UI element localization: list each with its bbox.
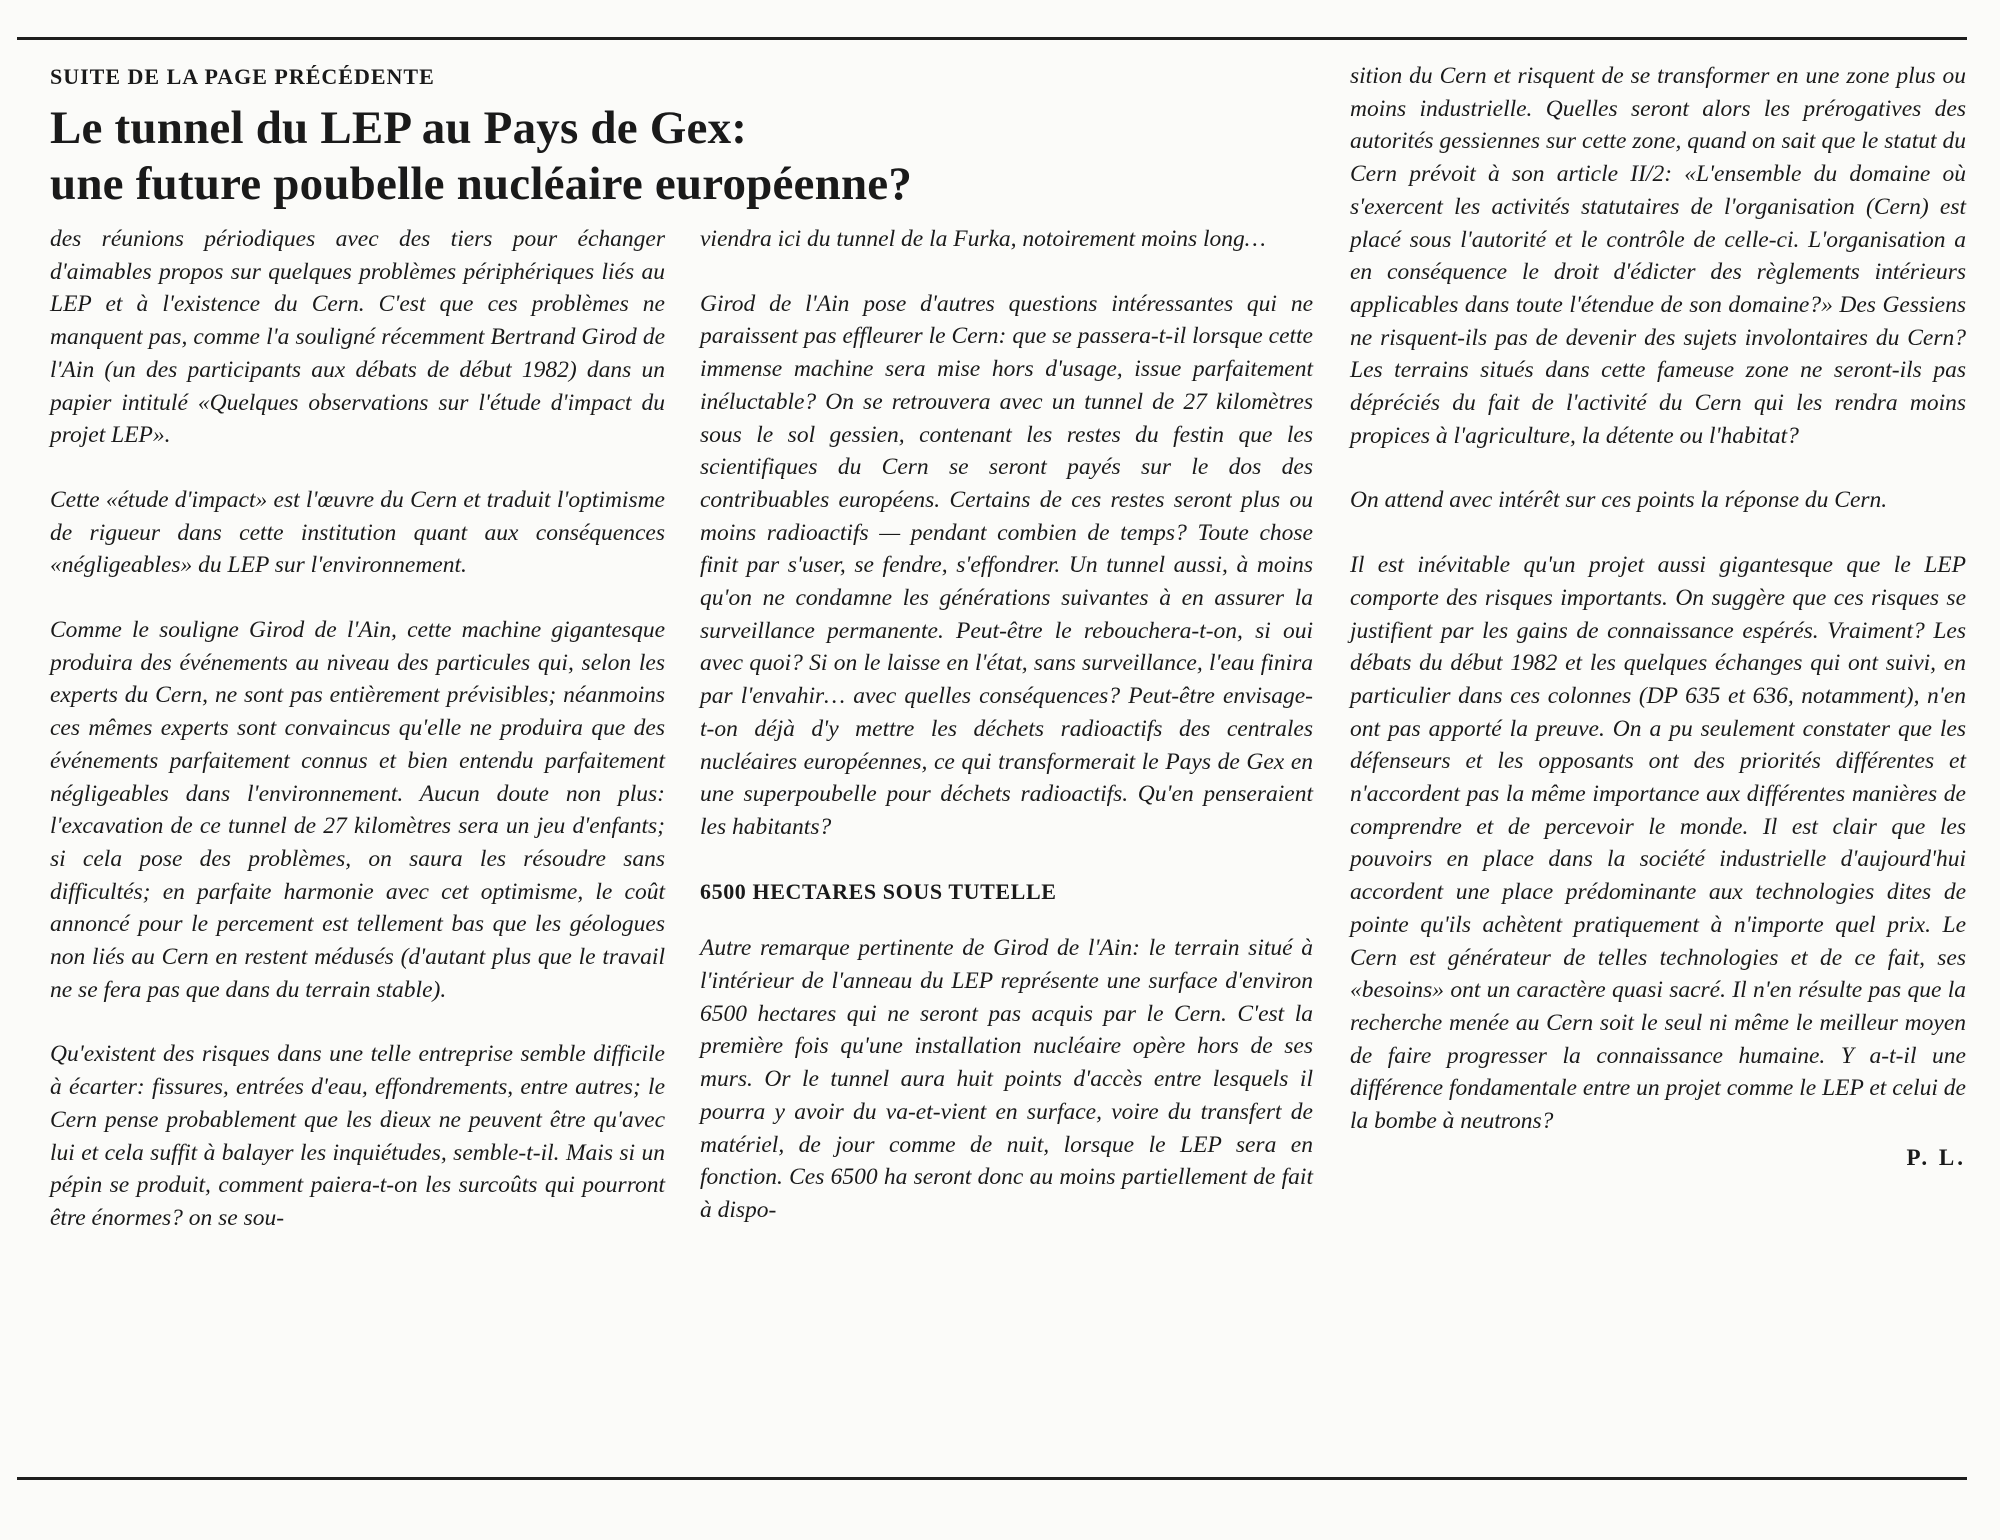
top-rule [17, 37, 1967, 40]
bottom-rule [17, 1477, 1967, 1480]
title-line-2: une future poubelle nucléaire européenne? [50, 158, 913, 210]
paragraph: Autre remarque pertinente de Girod de l'Ain: le terrain situé à l'intérieur de l'anneau du LEP représente une surface d'environ 6500 hectares qui ne seront pas acquis par le Cern. C'est la première fois qu'une installation nucléaire opère hors de ses murs. Or le tunnel aura huit points d'accès entre lesquels il pourra y avoir du va-et-vient en surface, voire du transfert de matériel, de jour comme de nuit, lorsque le LEP sera en fonction. Ces 6500 ha seront donc au moins partiellement de fait à dispo- [700, 935, 1313, 1223]
paragraph: Qu'existent des risques dans une telle entreprise semble difficile à écarter: fissures, entrées d'eau, effondrements, entre autres; le Cern pense probablement que les dieux ne peuvent être qu'avec lui et cela suffit à balayer les inquiétudes, semble-t-il. Mais si un pépin se produit, comment paiera-t-on les surcoûts qui pourront être énormes? on se sou- [50, 1041, 665, 1231]
paragraph: Comme le souligne Girod de l'Ain, cette machine gigantesque produira des événements au niveau des particules qui, selon les experts du Cern, ne sont pas entièrement prévisibles; néanmoins ces mêmes experts sont convaincus qu'elle ne produira que des événements parfaitement connus et bien entendu parfaitement négligeables dans l'environnement. Aucun doute non plus: l'excavation de ce tunnel de 27 kilomètres sera un jeu d'enfants; si cela pose des problèmes, on saura les résoudre sans difficultés; en parfaite harmonie avec cet optimisme, le coût annoncé pour le percement est tellement bas que les géologues non liés au Cern en restent médusés (d'autant plus que le travail ne se fera pas que dans du terrain stable). [50, 617, 665, 1003]
paragraph: viendra ici du tunnel de la Furka, notoirement moins long… [700, 226, 1266, 252]
author-signature: P. L. [1906, 1144, 1966, 1170]
continuation-kicker: SUITE DE LA PAGE PRÉCÉDENTE [50, 64, 435, 89]
column-2 [700, 223, 1313, 1227]
column-3 [1350, 60, 1966, 1175]
paragraph: On attend avec intérêt sur ces points la réponse du Cern. [1350, 487, 1888, 514]
section-subheading: 6500 HECTARES SOUS TUTELLE [700, 878, 1057, 904]
article-title [50, 100, 1010, 212]
paragraph: des réunions périodiques avec des tiers pour échanger d'aimables propos sur quelques problèmes périphériques liés au LEP et à l'existence du Cern. C'est que ces problèmes ne manquent pas, comme l'a souligné récemment Bertrand Girod de l'Ain (un des participants aux débats de début 1982) dans un papier intitulé «Quelques observations sur l'étude d'impact du projet LEP». [50, 226, 665, 449]
paragraph: Cette «étude d'impact» est l'œuvre du Cern et traduit l'optimisme de rigueur dans cette institution quant aux conséquences «négligeables» du LEP sur l'environnement. [50, 486, 665, 579]
paragraph: sition du Cern et risquent de se transformer en une zone plus ou moins industrielle. Quelles seront alors les prérogatives des autorités gessiennes sur cette zone, quand on sait que le statut du Cern prévoit à son article II/2: «L'ensemble du domaine où s'exercent les activités statutaires de l'organisation (Cern) est placé sous l'autorité et le contrôle de celle-ci. L'organisation a en conséquence le droit d'édicter des règlements intérieurs applicables dans toute l'étendue de son domaine?» Des Gessiens ne risquent-ils pas de devenir des sujets involontaires du Cern? Les terrains situés dans cette fameuse zone ne seront-ils pas dépréciés du fait de l'activité du Cern qui les rendra moins propices à l'agriculture, la détente ou l'habitat? [1350, 63, 1966, 449]
column-1 [50, 223, 665, 1235]
paragraph: Girod de l'Ain pose d'autres questions intéressantes qui ne paraissent pas effleurer le Cern: que se passera-t-il lorsque cette immense machine sera mise hors d'usage, issue parfaitement inéluctable? On se retrouvera avec un tunnel de 27 kilomètres sous le sol gessien, contenant les restes du festin que les scientifiques du Cern se seront payés sur le dos des contribuables européens. Certains de ces restes seront plus ou moins radioactifs — pendant combien de temps? Toute chose finit par s'user, se fendre, s'effondrer. Un tunnel aussi, à moins qu'on ne condamne les générations suivantes à en assurer la surveillance permanente. Peut-être le rebouchera-t-on, si oui avec quoi? Si on le laisse en l'état, sans surveillance, l'eau finira par l'envahir… avec quelles conséquences? Peut-être envisage-t-on déjà d'y mettre les déchets radioactifs des centrales nucléaires européennes, ce qui transformerait le Pays de Gex en une superpoubelle pour déchets radioactifs. Qu'en penseraient les habitants? [700, 290, 1313, 840]
paragraph: Il est inévitable qu'un projet aussi gigantesque que le LEP comporte des risques importants. On suggère que ces risques se justifient par les gains de connaissance espérés. Vraiment? Les débats du début 1982 et les quelques échanges qui ont suivi, en particulier dans ces colonnes (DP 635 et 636, notamment), n'en ont pas apporté la preuve. On a pu seulement constater que les défenseurs et les opposants ont des priorités différentes et n'accordent pas la même importance aux différentes manières de comprendre et de percevoir le monde. Il est clair que les pouvoirs en place dans la société industrielle d'aujourd'hui accordent une place prédominante aux technologies dites de pointe qu'ils achètent pratiquement à n'importe quel prix. Le Cern est générateur de telles technologies et de ce fait, ses «besoins» ont un caractère quasi sacré. Il n'en résulte pas que la recherche menée au Cern soit le seul ni même le meilleur moyen de faire progresser la connaissance humaine. Y a-t-il une différence fondamentale entre un projet comme le LEP et celui de la bombe à neutrons? [1350, 552, 1966, 1135]
title-line-1: Le tunnel du LEP au Pays de Gex: [50, 102, 748, 154]
